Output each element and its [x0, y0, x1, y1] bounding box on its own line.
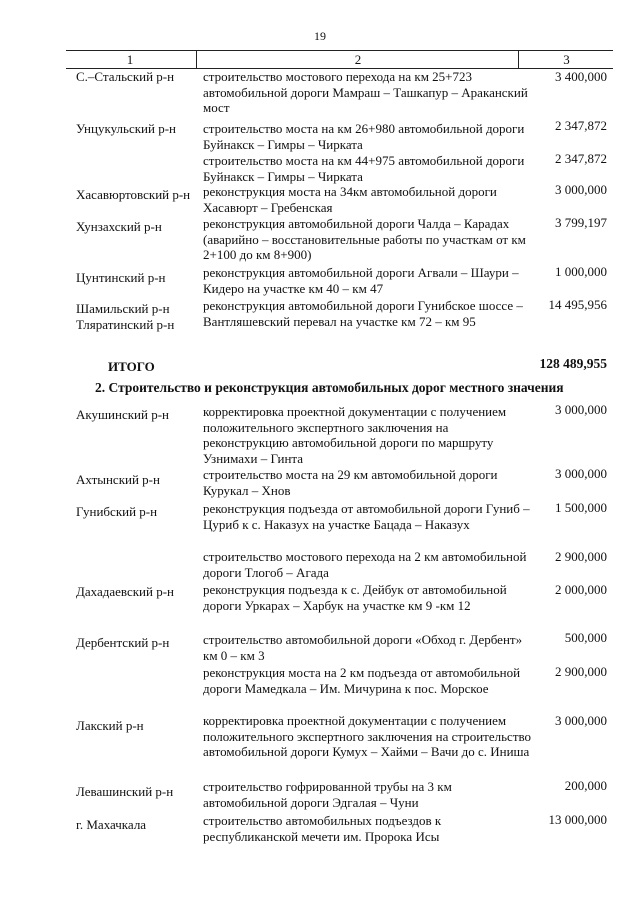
amount: 2 000,000 [555, 582, 607, 597]
amount: 1 500,000 [555, 500, 607, 515]
work-description: строительство гофрированной трубы на 3 км автомобильной дороги Эдгалая – Чуни [203, 779, 452, 810]
district: Дербентский р-н [76, 635, 170, 650]
district: Цунтинский р-н [76, 270, 166, 285]
section-title: 2. Строительство и реконструкция автомобильных дорог местного значения [95, 380, 564, 395]
district: Хунзахский р-н [76, 219, 162, 234]
work-description: строительство моста на км 26+980 автомобильной дороги Буйнакск – Гимры – Чиркатa [203, 121, 525, 152]
district: Унцукульский р-н [76, 121, 176, 136]
header-col-2: 2 [196, 51, 519, 68]
district: Акушинский р-н [76, 407, 169, 422]
total-label: ИТОГО [108, 359, 155, 374]
work-description: реконструкция моста на 2 км подъезда от автомобильной дороги Мамедкала – Им. Мичурина к пос. Морское [203, 665, 521, 696]
work-description: корректировка проектной документации с получением положительного экспертного заключения на реконструкцию автомобильной дороги по маршруту Узнимахи – Гинта [203, 404, 507, 466]
district: Тляратинский р-н [76, 317, 175, 332]
work-description: реконструкция автомобильной дороги Чалда – Карадах (аварийно – восстановительные работы по участкам от км 2+100 до км 8+900) [203, 216, 526, 263]
amount: 500,000 [564, 630, 607, 645]
district: Гунибский р-н [76, 504, 158, 519]
total-value: 128 489,955 [539, 356, 607, 371]
district: Ахтынский р-н [76, 472, 160, 487]
amount: 1 000,000 [555, 264, 607, 279]
amount: 13 000,000 [548, 812, 607, 827]
amount: 3 000,000 [555, 402, 607, 417]
work-description: строительство автомобильных подъездов к республиканской мечети им. Пророка Исы [203, 813, 442, 844]
work-description: реконструкция подъезда от автомобильной дороги Гуниб – Цуриб к с. Наказух на участке Бацада – Наказух [203, 501, 530, 532]
amount: 3 400,000 [555, 69, 607, 84]
work-description: строительство моста на 29 км автомобильной дороги Курукал – Хнов [203, 467, 498, 498]
amount: 14 495,956 [548, 297, 607, 312]
work-description: строительство мостового перехода на 2 км автомобильной дороги Тлогоб – Агада [203, 549, 527, 580]
header-col-1: 1 [126, 52, 134, 67]
amount: 3 000,000 [555, 466, 607, 481]
header-col-3: 3 [518, 51, 614, 68]
work-description: реконструкция подъезда к с. Дейбук от автомобильной дороги Уркарах – Харбук на участке км 9 -км 12 [203, 582, 507, 613]
district: Левашинский р-н [76, 784, 174, 799]
page-number: 19 [314, 29, 326, 43]
amount: 2 347,872 [555, 118, 607, 133]
amount: 2 900,000 [555, 549, 607, 564]
district: Шамильский р-н [76, 301, 170, 316]
amount: 200,000 [564, 778, 607, 793]
amount: 2 347,872 [555, 151, 607, 166]
district: С.–Стальский р-н [76, 69, 175, 84]
work-description: корректировка проектной документации с получением положительного экспертного заключения на строительство автомобильной дороги Кумух – Хайми – Вачи до с. Иниша [203, 713, 532, 760]
district: Хасавюртовский р-н [76, 187, 191, 202]
district: Лакский р-н [76, 718, 144, 733]
amount: 3 799,197 [555, 215, 607, 230]
amount: 3 000,000 [555, 713, 607, 728]
amount: 2 900,000 [555, 664, 607, 679]
table-header [66, 50, 613, 69]
work-description: реконструкция моста на 34км автомобильной дороги Хасавюрт – Гребенская [203, 184, 497, 215]
amount: 3 000,000 [555, 182, 607, 197]
work-description: реконструкция автомобильной дороги Агвали – Шаури – Кидеро на участке км 40 – км 47 [203, 265, 519, 296]
work-description: реконструкция автомобильной дороги Гунибское шоссе – Вантляшевский перевал на участке км 72 – км 95 [203, 298, 523, 329]
district: Дахадаевский р-н [76, 584, 174, 599]
work-description: строительство моста на км 44+975 автомобильной дороги Буйнакск – Гимры – Чирката [203, 153, 525, 184]
district: г. Махачкала [76, 817, 147, 832]
work-description: строительство автомобильной дороги «Обход г. Дербент» км 0 – км 3 [203, 632, 523, 663]
work-description: строительство мостового перехода на км 25+723 автомобильной дороги Мамраш – Ташкапур – Араканский мост [203, 69, 528, 116]
